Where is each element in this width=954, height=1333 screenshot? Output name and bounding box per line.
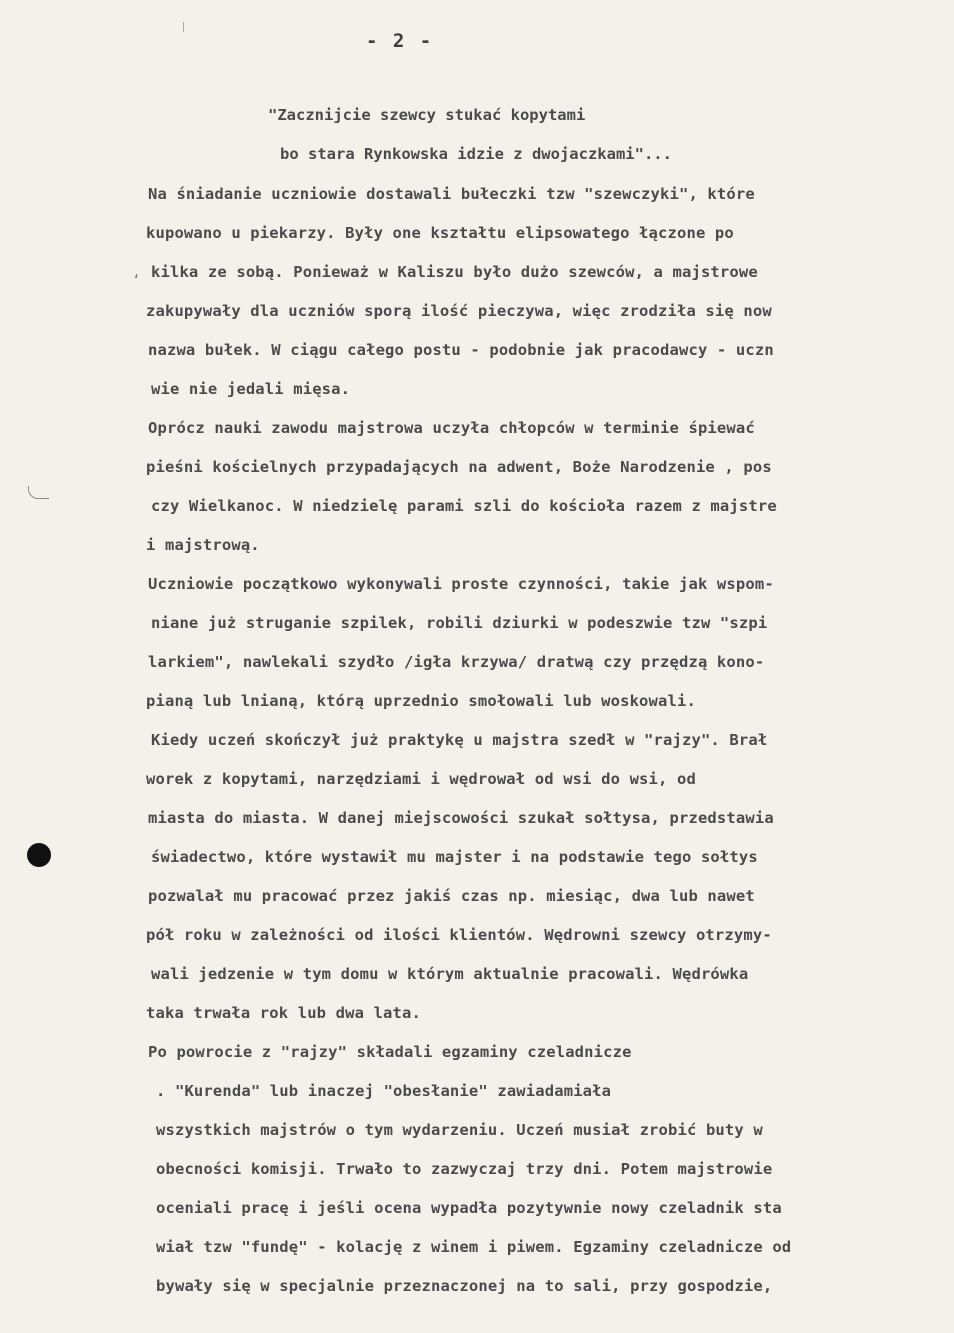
text-line: oceniali pracę i jeśli ocena wypadła pozytywnie nowy czeladnik sta: [156, 1199, 782, 1217]
text-line: i majstrową.: [146, 536, 260, 554]
text-line: pół roku w zależności od ilości klientów. Wędrowni szewcy otrzymy-: [146, 926, 772, 944]
text-line: wali jedzenie w tym domu w którym aktualnie pracowali. Wędrówka: [151, 965, 749, 983]
punch-hole: [27, 843, 51, 867]
text-line: pozwalał mu pracować przez jakiś czas np. miesiąc, dwa lub nawet: [148, 887, 755, 905]
paper-scratch: [183, 22, 184, 32]
text-line: miasta do miasta. W danej miejscowości szukał sołtysa, przedstawia: [148, 809, 774, 827]
text-line: obecności komisji. Trwało to zazwyczaj trzy dni. Potem majstrowie: [156, 1160, 773, 1178]
text-line: Kiedy uczeń skończył już praktykę u majstra szedł w "rajzy". Brał: [151, 731, 768, 749]
text-line: taka trwała rok lub dwa lata.: [146, 1004, 421, 1022]
text-line: . "Kurenda" lub inaczej "obesłanie" zawiadamiała: [156, 1082, 612, 1100]
text-line: pieśni kościelnych przypadających na adwent, Boże Narodzenie , pos: [146, 458, 772, 476]
text-line: Po powrocie z "rajzy" składali egzaminy czeladnicze: [148, 1043, 632, 1061]
text-line: świadectwo, które wystawił mu majster i na podstawie tego sołtys: [151, 848, 758, 866]
text-line: nazwa bułek. W ciągu całego postu - podobnie jak pracodawcy - uczn: [148, 341, 774, 359]
text-line: niane już struganie szpilek, robili dziurki w podeszwie tzw "szpi: [151, 614, 768, 632]
text-line: kupowano u piekarzy. Były one kształtu elipsowatego łączone po: [146, 224, 734, 242]
text-line: wiał tzw "fundę" - kolację z winem i piwem. Egzaminy czeladnicze od: [156, 1238, 792, 1256]
verse-line-2: bo stara Rynkowska idzie z dwojaczkami"...: [280, 145, 672, 163]
text-line: czy Wielkanoc. W niedzielę parami szli do kościoła razem z majstre: [151, 497, 777, 515]
text-line: Oprócz nauki zawodu majstrowa uczyła chłopców w terminie śpiewać: [148, 419, 755, 437]
page-number: - 2 -: [366, 30, 434, 52]
text-line: worek z kopytami, narzędziami i wędrował od wsi do wsi, od: [146, 770, 696, 788]
text-line: Uczniowie początkowo wykonywali proste czynności, takie jak wspom-: [148, 575, 774, 593]
text-line: wszystkich majstrów o tym wydarzeniu. Uczeń musiał zrobić buty w: [156, 1121, 763, 1139]
text-line: bywały się w specjalnie przeznaczonej na to sali, przy gospodzie,: [156, 1277, 773, 1295]
margin-pencil-mark: [28, 486, 49, 499]
text-line: pianą lub lnianą, którą uprzednio smołowali lub woskowali.: [146, 692, 696, 710]
text-line: Na śniadanie uczniowie dostawali bułeczki tzw "szewczyki", które: [148, 185, 755, 203]
text-line: kilka ze sobą. Ponieważ w Kaliszu było dużo szewców, a majstrowe: [151, 263, 758, 281]
verse-line-1: "Zacznijcie szewcy stukać kopytami: [268, 106, 586, 124]
body-text: [146, 175, 946, 1306]
text-line: zakupywały dla uczniów sporą ilość pieczywa, więc zrodziła się now: [146, 302, 772, 320]
margin-tick-mark: ‘: [132, 273, 141, 289]
text-line: larkiem", nawlekali szydło /igła krzywa/ dratwą czy przędzą kono-: [148, 653, 765, 671]
text-line: wie nie jedali mięsa.: [151, 380, 351, 398]
